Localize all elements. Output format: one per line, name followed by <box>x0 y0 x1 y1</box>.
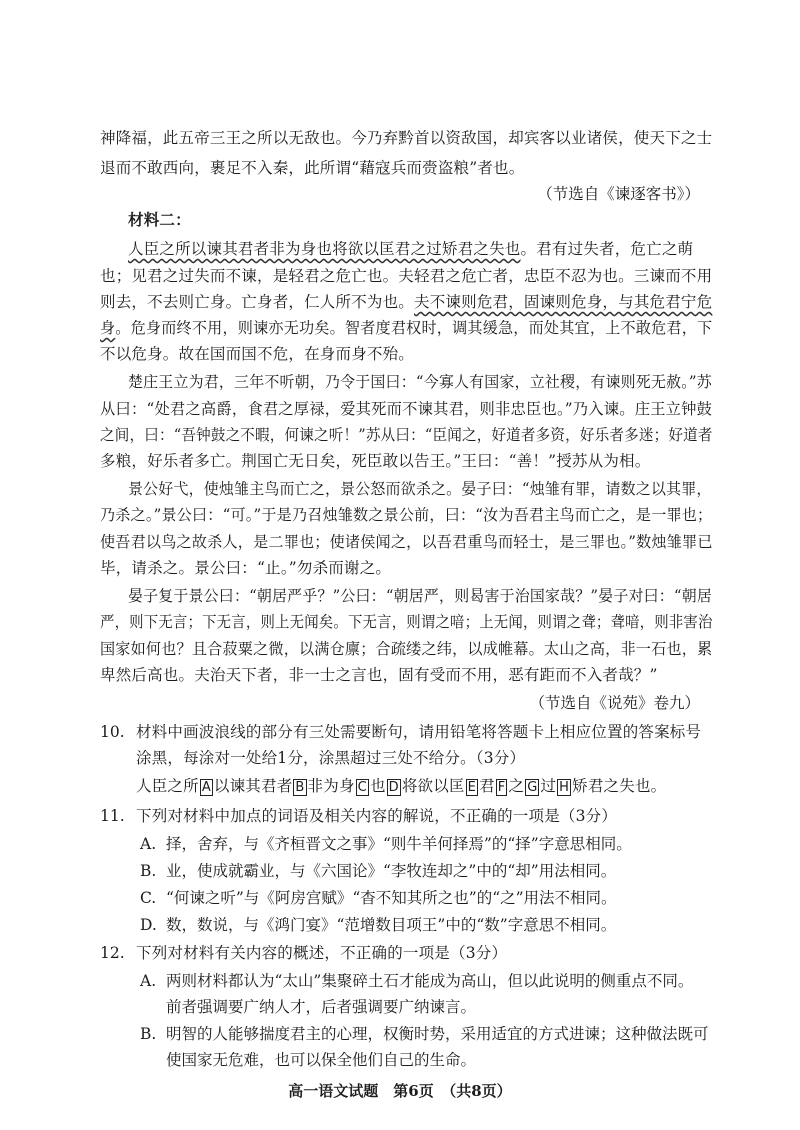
option-label: B. <box>140 862 157 880</box>
text-span: 。君有过失者，危亡之萌 <box>520 240 694 258</box>
answer-box-c[interactable]: C <box>357 780 367 795</box>
paragraph-line: 毕，请杀之。景公曰：“止。”勿杀而谢之。 <box>100 559 392 577</box>
option-text: 业，使成就霸业，与《六国论》“李牧连却之”中的“却”用法相同。 <box>166 862 617 880</box>
option-a <box>140 971 693 991</box>
paragraph-line: 国家如何也？且合菽粟之微，以满仓廪；合疏缕之纬，以成帷幕。太山之高，非一石也，累 <box>100 640 713 658</box>
option-a-continued: 前者强调要广纳人才，后者强调要广纳谏言。 <box>166 998 477 1016</box>
paragraph-line: 卑然后高也。夫治天下者，非一士之言也，固有受而不用，恶有距而不入者哉？” <box>100 666 658 684</box>
option-text: 两则材料都认为“太山”集聚碎土石才能成为高山，但以此说明的侧重点不同。 <box>166 972 694 990</box>
paragraph-line: 晏子复于景公曰：“朝居严乎？”公曰：“朝居严，则曷害于治国家哉？”晏子对曰：“朝居 <box>128 587 713 605</box>
option-label: D. <box>140 916 157 934</box>
question-number: 12. <box>100 944 125 962</box>
answer-box-h[interactable]: H <box>559 780 570 795</box>
option-b <box>140 861 616 881</box>
paragraph-line: 使吾君以鸟之故杀人，是二罪也；使诸侯闻之，以吾君重鸟而轻士，是三罪也。”数烛雏罪已 <box>100 533 713 551</box>
material2-source: （节选自《说苑》卷九） <box>529 694 700 712</box>
text-span: 非为身 <box>307 777 355 795</box>
option-b <box>140 1024 709 1044</box>
wavy-underlined-text: 夫不谏则危君，固谏则危身，与其危君宁危 <box>414 293 713 311</box>
question-number: 10. <box>100 723 125 741</box>
option-b-continued: 使国家无危难，也可以保全他们自己的生命。 <box>166 1051 477 1069</box>
paragraph-line <box>100 292 712 312</box>
text-span: 将欲以匡 <box>401 777 465 795</box>
question-stem: 下列对材料有关内容的概述，不正确的一项是（3分） <box>136 944 508 962</box>
answer-box-a[interactable]: A <box>201 780 211 795</box>
option-label: B. <box>140 1025 157 1043</box>
option-text: “何谏之听”与《阿房宫赋》“杳不知其所之也”的“之”用法不相同。 <box>166 889 617 907</box>
question-number: 11. <box>100 807 125 825</box>
text-span: 过 <box>540 777 557 795</box>
option-label: C. <box>140 889 157 907</box>
paragraph-line <box>128 239 693 259</box>
option-text: 明智的人能够揣度君主的心理，权衡时势，采用适宜的方式进谏；这种做法既可 <box>166 1025 709 1043</box>
option-text: 数，数说，与《鸿门宴》“范增数目项王”中的“数”字意思不相同。 <box>166 916 617 934</box>
answer-box-b[interactable]: B <box>295 780 305 795</box>
paragraph-line: 从曰：“处君之高爵，食君之厚禄，爱其死而不谏其君，则非忠臣也。”乃入谏。庄王立钟鼓 <box>100 400 713 418</box>
wavy-underlined-text: 身 <box>100 319 116 337</box>
answer-box-f[interactable]: F <box>497 780 506 795</box>
text-span: 则去，不去则亡身。亡身者，仁人所不为也。 <box>100 293 415 311</box>
paragraph-line: 也；见君之过失而不谏，是轻君之危亡也。夫轻君之危亡者，忠臣不忍为也。三谏而不用 <box>100 267 713 285</box>
option-label: A. <box>140 835 157 853</box>
text-span: 。危身而终不用，则谏亦无功矣。智者度君权时，调其缓急，而处其宜，上不敢危君，下 <box>115 319 713 337</box>
paragraph-line: 景公好弋，使烛雏主鸟而亡之，景公怒而欲杀之。晏子曰：“烛雏有罪，请数之以其罪， <box>128 480 712 498</box>
question-stem: 材料中画波浪线的部分有三处需要断句，请用铅笔将答题卡上相应位置的答案标号 <box>136 723 702 741</box>
paragraph-line: 不以危身。故在国而国不危，在身而身不殆。 <box>100 345 415 363</box>
question-stem: 下列对材料中加点的词语及相关内容的解说，不正确的一项是（3分） <box>136 807 618 825</box>
material2-heading: 材料二： <box>128 210 191 229</box>
text-span: 人臣之所 <box>136 777 199 795</box>
option-c <box>140 888 617 908</box>
answer-box-e[interactable]: E <box>467 780 477 795</box>
paragraph-line: 多粮，好乐者多亡。荆国亡无日矣，死臣敢以告王。”王曰：“善！”授苏从为相。 <box>100 452 651 470</box>
text-span: 之 <box>508 777 525 795</box>
page-footer: 高一语文试题 第6页 （共8页） <box>288 1082 512 1100</box>
answer-box-d[interactable]: D <box>388 780 399 795</box>
text-span: 以谏其君者 <box>213 777 293 795</box>
answer-box-g[interactable]: G <box>527 780 538 795</box>
text-span: 也 <box>369 777 386 795</box>
question-stem: 涂黑，每涂对一处给1分，涂黑超过三处不给分。（3分） <box>136 749 526 767</box>
option-d <box>140 915 616 935</box>
option-a <box>140 834 632 854</box>
text-span: 君 <box>479 777 495 795</box>
paragraph-line: 楚庄王立为君，三年不听朝，乃令于国曰：“今寡人有国家，立社稷，有谏则死无赦。”苏 <box>128 373 712 391</box>
paragraph-line: 严，则下无言；下无言，则上无闻矣。下无言，则谓之喑；上无闻，则谓之聋；聋喑，则非害治 <box>100 613 713 631</box>
option-text: 择，舍弃，与《齐桓晋文之事》“则牛羊何择焉”的“择”字意思相同。 <box>166 835 632 853</box>
paragraph-line <box>100 318 712 338</box>
sentence-with-answer-boxes <box>136 776 666 796</box>
paragraph-line: 乃杀之。”景公曰：“可。”于是乃召烛雏数之景公前，曰：“汝为吾君主鸟而亡之，是一罪也； <box>100 506 713 524</box>
passage1-line: 退而不敢西向，裹足不入秦，此所谓“藉寇兵而赍盗粮”者也。 <box>100 159 525 177</box>
option-label: A. <box>140 972 157 990</box>
passage1-line: 神降福，此五帝三王之所以无敌也。今乃弃黔首以资敌国，却宾客以业诸侯，使天下之士 <box>100 129 713 147</box>
wavy-underlined-text: 人臣之所以谏其君者非为身也将欲以匡君之过矫君之失也 <box>128 240 521 258</box>
passage1-source: （节选自《谏逐客书》） <box>537 185 700 203</box>
paragraph-line: 之间，曰：“吾钟鼓之不暇，何谏之听！”苏从曰：“臣闻之，好道者多资，好乐者多迷；好道者 <box>100 426 713 444</box>
text-span: 矫君之失也。 <box>572 777 667 795</box>
